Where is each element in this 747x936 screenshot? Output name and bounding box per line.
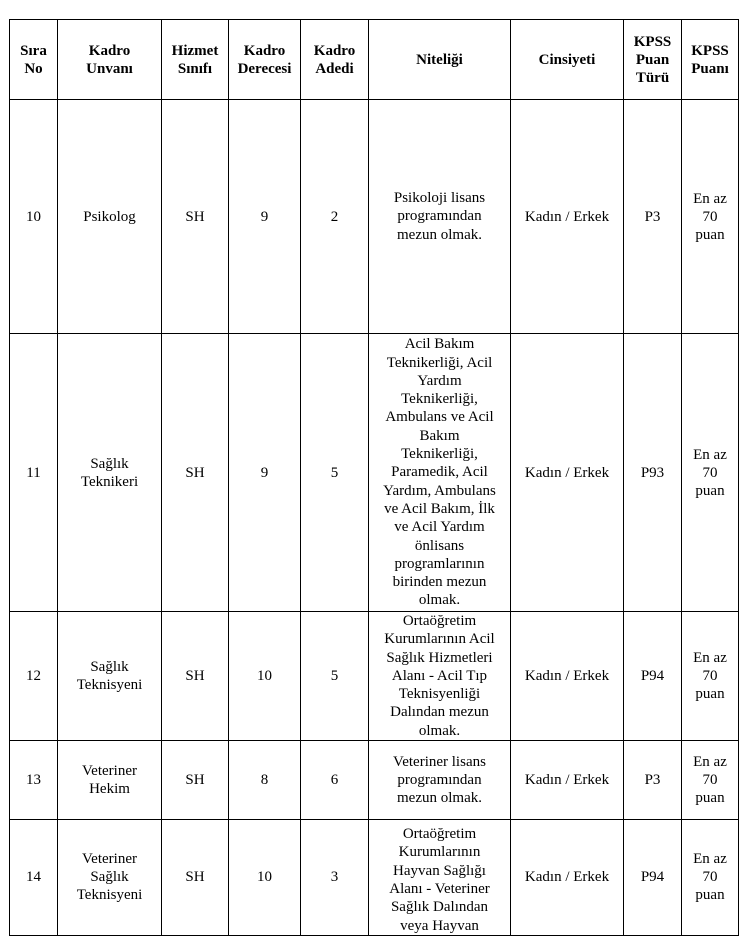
- cell-puan: En az 70 puan: [682, 820, 739, 936]
- cell-sinif: SH: [162, 612, 229, 741]
- cell-sinif: SH: [162, 741, 229, 820]
- header-sira-no: Sıra No: [10, 20, 58, 100]
- cell-sira: 14: [10, 820, 58, 936]
- cell-nitelik: Psikoloji lisans programından mezun olmak.: [369, 100, 511, 334]
- cell-puan-turu: P94: [624, 612, 682, 741]
- header-kadro-derecesi: Kadro Derecesi: [229, 20, 301, 100]
- cell-puan-turu: P3: [624, 100, 682, 334]
- cell-sira: 10: [10, 100, 58, 334]
- cell-sira: 13: [10, 741, 58, 820]
- table-row: [10, 334, 739, 612]
- cell-nitelik: Veteriner lisans programından mezun olmak.: [369, 741, 511, 820]
- header-kadro-unvani: Kadro Unvanı: [58, 20, 162, 100]
- cell-adet: 6: [301, 741, 369, 820]
- cell-derece: 10: [229, 612, 301, 741]
- cell-unvan: Veteriner Sağlık Teknisyeni: [58, 820, 162, 936]
- cell-derece: 8: [229, 741, 301, 820]
- cell-puan-turu: P93: [624, 334, 682, 612]
- cell-puan: En az 70 puan: [682, 334, 739, 612]
- header-kpss-puan-turu: KPSS Puan Türü: [624, 20, 682, 100]
- table-row: [10, 100, 739, 334]
- cell-derece: 9: [229, 100, 301, 334]
- header-row: [10, 20, 739, 100]
- cell-cinsiyet: Kadın / Erkek: [511, 334, 624, 612]
- cell-derece: 10: [229, 820, 301, 936]
- header-kpss-puani: KPSS Puanı: [682, 20, 739, 100]
- cell-sira: 11: [10, 334, 58, 612]
- cell-adet: 5: [301, 612, 369, 741]
- table-row: [10, 820, 739, 936]
- cell-cinsiyet: Kadın / Erkek: [511, 741, 624, 820]
- header-niteligi: Niteliği: [369, 20, 511, 100]
- positions-table: [9, 19, 739, 936]
- header-hizmet-sinifi: Hizmet Sınıfı: [162, 20, 229, 100]
- cell-unvan: Sağlık Teknisyeni: [58, 612, 162, 741]
- cell-nitelik: Ortaöğretim Kurumlarının Acil Sağlık Hizmetleri Alanı - Acil Tıp Teknisyenliği Dalından mezun olmak.: [369, 612, 511, 741]
- cell-sinif: SH: [162, 820, 229, 936]
- cell-adet: 3: [301, 820, 369, 936]
- cell-nitelik: Ortaöğretim Kurumlarının Hayvan Sağlığı Alanı - Veteriner Sağlık Dalından veya Hayvan: [369, 820, 511, 936]
- table-row: [10, 612, 739, 741]
- cell-cinsiyet: Kadın / Erkek: [511, 820, 624, 936]
- header-kadro-adedi: Kadro Adedi: [301, 20, 369, 100]
- cell-puan: En az 70 puan: [682, 100, 739, 334]
- cell-puan-turu: P94: [624, 820, 682, 936]
- cell-unvan: Veteriner Hekim: [58, 741, 162, 820]
- cell-adet: 5: [301, 334, 369, 612]
- cell-unvan: Sağlık Teknikeri: [58, 334, 162, 612]
- cell-sinif: SH: [162, 100, 229, 334]
- cell-sinif: SH: [162, 334, 229, 612]
- cell-puan: En az 70 puan: [682, 612, 739, 741]
- table-row: [10, 741, 739, 820]
- cell-puan-turu: P3: [624, 741, 682, 820]
- cell-adet: 2: [301, 100, 369, 334]
- cell-cinsiyet: Kadın / Erkek: [511, 100, 624, 334]
- cell-nitelik: Acil Bakım Teknikerliği, Acil Yardım Teknikerliği, Ambulans ve Acil Bakım Teknikerliği, Paramedik, Acil Yardım, Ambulans ve Acil Bakım, İlk ve Acil Yardım önlisans programlarının birinden mezun olmak.: [369, 334, 511, 612]
- cell-unvan: Psikolog: [58, 100, 162, 334]
- cell-derece: 9: [229, 334, 301, 612]
- cell-cinsiyet: Kadın / Erkek: [511, 612, 624, 741]
- cell-sira: 12: [10, 612, 58, 741]
- header-cinsiyeti: Cinsiyeti: [511, 20, 624, 100]
- cell-puan: En az 70 puan: [682, 741, 739, 820]
